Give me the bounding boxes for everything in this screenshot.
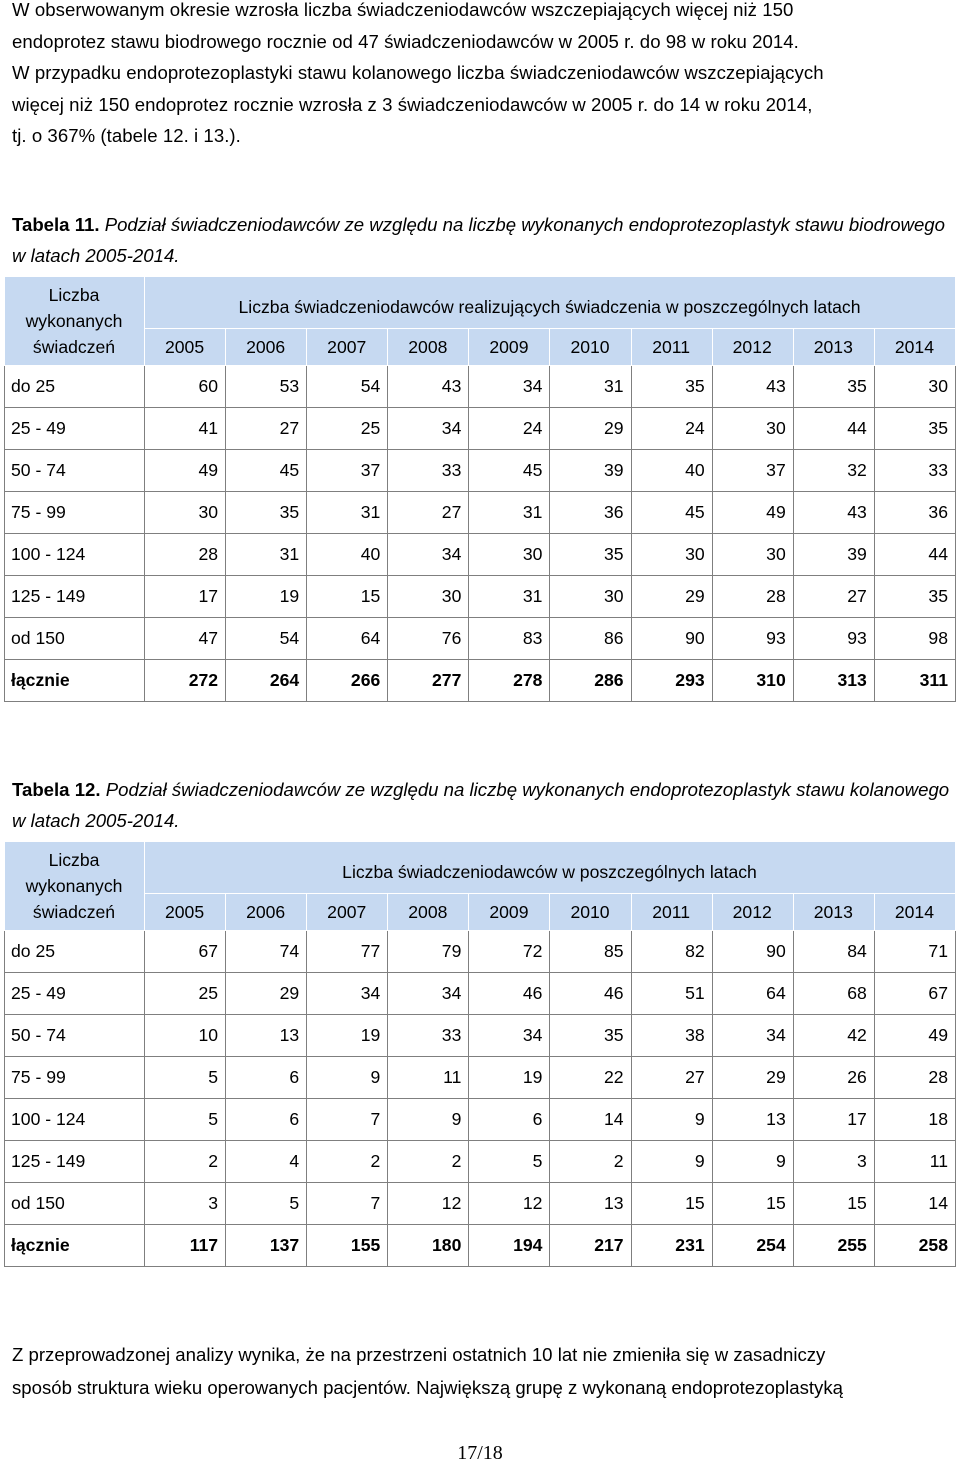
table-cell: 7 (307, 1099, 388, 1141)
year-header: 2008 (388, 329, 469, 366)
table-cell: 9 (631, 1099, 712, 1141)
table-row (5, 366, 956, 408)
table-cell: 29 (712, 1057, 793, 1099)
year-header: 2011 (631, 329, 712, 366)
table-cell: 30 (388, 576, 469, 618)
table-cell: 15 (631, 1183, 712, 1225)
table-cell: 31 (307, 492, 388, 534)
table-cell: 15 (793, 1183, 874, 1225)
table-cell: 51 (631, 973, 712, 1015)
table-12-caption (12, 774, 952, 836)
table-cell: 93 (712, 618, 793, 660)
table-cell: 67 (874, 973, 955, 1015)
table-cell: 43 (388, 366, 469, 408)
table-cell: 286 (550, 660, 631, 702)
table-cell: 254 (712, 1225, 793, 1267)
table-cell: 72 (469, 931, 550, 973)
table-cell: 45 (469, 450, 550, 492)
table-cell: 53 (226, 366, 307, 408)
header-line: świadczeń (32, 902, 116, 922)
table-cell: 6 (226, 1057, 307, 1099)
header-line: Liczba (48, 850, 100, 870)
table-cell: 14 (550, 1099, 631, 1141)
year-header: 2006 (226, 329, 307, 366)
table-row (5, 931, 956, 973)
table-cell: 34 (307, 973, 388, 1015)
table-cell: 12 (388, 1183, 469, 1225)
header-line: Liczba (48, 285, 100, 305)
row-label: 75 - 99 (5, 492, 145, 534)
table-cell: 137 (226, 1225, 307, 1267)
table-cell: 64 (307, 618, 388, 660)
table-cell: 47 (145, 618, 226, 660)
table-row (5, 618, 956, 660)
table-cell: 86 (550, 618, 631, 660)
table-11 (4, 276, 956, 702)
table-cell: 9 (712, 1141, 793, 1183)
table-cell: 67 (145, 931, 226, 973)
table-cell: 31 (469, 576, 550, 618)
table-cell: 9 (631, 1141, 712, 1183)
year-header: 2011 (631, 894, 712, 931)
table-cell: 28 (145, 534, 226, 576)
row-label: 25 - 49 (5, 973, 145, 1015)
table-cell: 2 (550, 1141, 631, 1183)
year-header: 2008 (388, 894, 469, 931)
table-cell: 14 (874, 1183, 955, 1225)
table-cell: 231 (631, 1225, 712, 1267)
intro-line: endoprotez stawu biodrowego rocznie od 47 świadczeniodawców w 2005 r. do 98 w roku 2014. (12, 30, 799, 52)
table-cell: 19 (469, 1057, 550, 1099)
table-cell: 24 (631, 408, 712, 450)
intro-paragraph (12, 0, 949, 152)
year-header: 2009 (469, 894, 550, 931)
table-cell: 293 (631, 660, 712, 702)
year-header: 2005 (145, 894, 226, 931)
table-cell: 39 (793, 534, 874, 576)
table-cell: 6 (469, 1099, 550, 1141)
table-cell: 33 (388, 1015, 469, 1057)
table-cell: 258 (874, 1225, 955, 1267)
table-cell: 39 (550, 450, 631, 492)
year-header: 2012 (712, 894, 793, 931)
table-row (5, 408, 956, 450)
table-cell: 278 (469, 660, 550, 702)
table-cell: 37 (712, 450, 793, 492)
table-cell: 45 (631, 492, 712, 534)
year-header: 2014 (874, 894, 955, 931)
table-cell: 18 (874, 1099, 955, 1141)
year-header: 2013 (793, 329, 874, 366)
table-row (5, 1183, 956, 1225)
table-cell: 13 (550, 1183, 631, 1225)
table-11-header-span: Liczba świadczeniodawców realizujących świadczenia w poszczególnych latach (145, 277, 956, 329)
table-cell: 15 (307, 576, 388, 618)
table-12 (4, 841, 956, 1267)
intro-line: więcej niż 150 endoprotez rocznie wzrosła z 3 świadczeniodawców w 2005 r. do 14 w roku 2014, (12, 93, 813, 115)
table-cell: 5 (145, 1099, 226, 1141)
table-row (5, 576, 956, 618)
table-cell: 35 (874, 576, 955, 618)
table-cell: 44 (793, 408, 874, 450)
table-cell: 64 (712, 973, 793, 1015)
table-cell: 28 (874, 1057, 955, 1099)
table-cell: 3 (793, 1141, 874, 1183)
table-cell: 3 (145, 1183, 226, 1225)
table-cell: 2 (145, 1141, 226, 1183)
table-12-header-span: Liczba świadczeniodawców w poszczególnych latach (145, 842, 956, 894)
table-cell: 29 (226, 973, 307, 1015)
row-label: do 25 (5, 366, 145, 408)
table-cell: 117 (145, 1225, 226, 1267)
table-cell: 29 (550, 408, 631, 450)
row-label: 50 - 74 (5, 450, 145, 492)
table-cell: 30 (712, 534, 793, 576)
table-cell: 277 (388, 660, 469, 702)
table-cell: 76 (388, 618, 469, 660)
table-cell: 31 (226, 534, 307, 576)
table-cell: 42 (793, 1015, 874, 1057)
table-cell: 30 (712, 408, 793, 450)
table-12-caption-label: Tabela 12. (12, 779, 101, 800)
table-11-caption-text: Podział świadczeniodawców ze względu na liczbę wykonanych endoprotezoplastyk stawu biodrowego w latach 2005-2014. (12, 214, 945, 266)
row-label: 50 - 74 (5, 1015, 145, 1057)
table-cell: 54 (307, 366, 388, 408)
table-cell: 311 (874, 660, 955, 702)
table-cell: 26 (793, 1057, 874, 1099)
table-cell: 36 (550, 492, 631, 534)
table-cell: 36 (874, 492, 955, 534)
table-12-header-first (5, 842, 145, 931)
table-row (5, 973, 956, 1015)
table-cell: 34 (388, 973, 469, 1015)
table-cell: 43 (712, 366, 793, 408)
table-cell: 35 (226, 492, 307, 534)
closing-line: Z przeprowadzonej analizy wynika, że na przestrzeni ostatnich 10 lat nie zmieniła się w zasadniczy (12, 1344, 826, 1365)
table-cell: 19 (307, 1015, 388, 1057)
table-cell: 27 (631, 1057, 712, 1099)
table-cell: 5 (226, 1183, 307, 1225)
table-11-caption (12, 209, 952, 271)
table-row (5, 1057, 956, 1099)
table-cell: 313 (793, 660, 874, 702)
table-cell: 9 (388, 1099, 469, 1141)
table-cell: 11 (874, 1141, 955, 1183)
table-cell: 40 (631, 450, 712, 492)
table-cell: 15 (712, 1183, 793, 1225)
table-12-year-row (5, 894, 956, 931)
year-header: 2010 (550, 894, 631, 931)
table-cell: 27 (226, 408, 307, 450)
table-cell: 25 (307, 408, 388, 450)
row-label: od 150 (5, 1183, 145, 1225)
table-cell: 27 (388, 492, 469, 534)
row-label: od 150 (5, 618, 145, 660)
table-cell: 35 (550, 534, 631, 576)
table-cell: 46 (550, 973, 631, 1015)
year-header: 2006 (226, 894, 307, 931)
table-cell: 60 (145, 366, 226, 408)
table-cell: 27 (793, 576, 874, 618)
row-label: 100 - 124 (5, 534, 145, 576)
table-cell: 255 (793, 1225, 874, 1267)
header-line: wykonanych (25, 876, 123, 896)
table-row (5, 1015, 956, 1057)
table-cell: 2 (307, 1141, 388, 1183)
table-11-caption-label: Tabela 11. (12, 214, 100, 235)
table-cell: 34 (712, 1015, 793, 1057)
table-cell: 49 (874, 1015, 955, 1057)
table-cell: 31 (550, 366, 631, 408)
table-cell: 90 (712, 931, 793, 973)
closing-line: sposób struktura wieku operowanych pacjentów. Największą grupę z wykonaną endoprotezoplastyką (12, 1377, 843, 1398)
table-cell: 41 (145, 408, 226, 450)
table-cell: 54 (226, 618, 307, 660)
row-label: łącznie (5, 1225, 145, 1267)
table-cell: 46 (469, 973, 550, 1015)
table-cell: 49 (145, 450, 226, 492)
year-header: 2007 (307, 329, 388, 366)
table-total-row (5, 660, 956, 702)
table-row (5, 1141, 956, 1183)
row-label: 75 - 99 (5, 1057, 145, 1099)
table-row (5, 450, 956, 492)
table-cell: 44 (874, 534, 955, 576)
table-cell: 38 (631, 1015, 712, 1057)
table-cell: 34 (469, 1015, 550, 1057)
table-cell: 22 (550, 1057, 631, 1099)
table-cell: 30 (145, 492, 226, 534)
table-cell: 45 (226, 450, 307, 492)
table-cell: 5 (145, 1057, 226, 1099)
year-header: 2010 (550, 329, 631, 366)
table-cell: 10 (145, 1015, 226, 1057)
table-cell: 264 (226, 660, 307, 702)
table-cell: 90 (631, 618, 712, 660)
table-cell: 79 (388, 931, 469, 973)
table-cell: 37 (307, 450, 388, 492)
table-cell: 13 (712, 1099, 793, 1141)
table-cell: 19 (226, 576, 307, 618)
table-cell: 33 (874, 450, 955, 492)
table-cell: 30 (631, 534, 712, 576)
table-11-year-row (5, 329, 956, 366)
row-label: łącznie (5, 660, 145, 702)
table-cell: 84 (793, 931, 874, 973)
table-cell: 98 (874, 618, 955, 660)
header-line: wykonanych (25, 311, 123, 331)
table-cell: 49 (712, 492, 793, 534)
table-cell: 6 (226, 1099, 307, 1141)
table-cell: 85 (550, 931, 631, 973)
table-cell: 34 (388, 534, 469, 576)
table-cell: 272 (145, 660, 226, 702)
table-cell: 30 (469, 534, 550, 576)
table-cell: 68 (793, 973, 874, 1015)
table-cell: 194 (469, 1225, 550, 1267)
table-cell: 35 (874, 408, 955, 450)
intro-line: tj. o 367% (tabele 12. i 13.). (12, 125, 241, 146)
table-cell: 28 (712, 576, 793, 618)
row-label: do 25 (5, 931, 145, 973)
year-header: 2013 (793, 894, 874, 931)
page-number: 17/18 (457, 1442, 503, 1464)
table-cell: 155 (307, 1225, 388, 1267)
table-row (5, 1099, 956, 1141)
table-cell: 7 (307, 1183, 388, 1225)
table-cell: 17 (145, 576, 226, 618)
table-cell: 30 (550, 576, 631, 618)
row-label: 25 - 49 (5, 408, 145, 450)
table-cell: 310 (712, 660, 793, 702)
table-cell: 9 (307, 1057, 388, 1099)
table-cell: 5 (469, 1141, 550, 1183)
intro-line: W przypadku endoprotezoplastyki stawu kolanowego liczba świadczeniodawców wszczepiających (12, 62, 824, 83)
table-cell: 32 (793, 450, 874, 492)
header-line: świadczeń (32, 337, 116, 357)
table-total-row (5, 1225, 956, 1267)
table-cell: 180 (388, 1225, 469, 1267)
table-cell: 217 (550, 1225, 631, 1267)
table-cell: 13 (226, 1015, 307, 1057)
table-cell: 93 (793, 618, 874, 660)
table-cell: 33 (388, 450, 469, 492)
table-cell: 35 (793, 366, 874, 408)
year-header: 2012 (712, 329, 793, 366)
table-cell: 30 (874, 366, 955, 408)
closing-paragraph (12, 1338, 949, 1404)
table-cell: 266 (307, 660, 388, 702)
table-cell: 40 (307, 534, 388, 576)
table-cell: 83 (469, 618, 550, 660)
table-cell: 82 (631, 931, 712, 973)
table-cell: 12 (469, 1183, 550, 1225)
table-12-caption-text: Podział świadczeniodawców ze względu na liczbę wykonanych endoprotezoplastyk stawu kolanowego w latach 2005-2014. (12, 779, 950, 831)
table-cell: 71 (874, 931, 955, 973)
row-label: 100 - 124 (5, 1099, 145, 1141)
table-11-header-first (5, 277, 145, 366)
row-label: 125 - 149 (5, 576, 145, 618)
table-row (5, 492, 956, 534)
table-row (5, 534, 956, 576)
table-cell: 11 (388, 1057, 469, 1099)
year-header: 2007 (307, 894, 388, 931)
intro-line: W obserwowanym okresie wzrosła liczba świadczeniodawców wszczepiających więcej niż 150 (12, 0, 794, 20)
table-cell: 35 (550, 1015, 631, 1057)
year-header: 2014 (874, 329, 955, 366)
table-cell: 35 (631, 366, 712, 408)
row-label: 125 - 149 (5, 1141, 145, 1183)
table-cell: 74 (226, 931, 307, 973)
table-cell: 43 (793, 492, 874, 534)
table-cell: 29 (631, 576, 712, 618)
table-cell: 2 (388, 1141, 469, 1183)
year-header: 2009 (469, 329, 550, 366)
table-cell: 34 (388, 408, 469, 450)
table-cell: 34 (469, 366, 550, 408)
table-cell: 17 (793, 1099, 874, 1141)
table-cell: 77 (307, 931, 388, 973)
year-header: 2005 (145, 329, 226, 366)
table-cell: 24 (469, 408, 550, 450)
table-cell: 25 (145, 973, 226, 1015)
table-cell: 31 (469, 492, 550, 534)
table-cell: 4 (226, 1141, 307, 1183)
